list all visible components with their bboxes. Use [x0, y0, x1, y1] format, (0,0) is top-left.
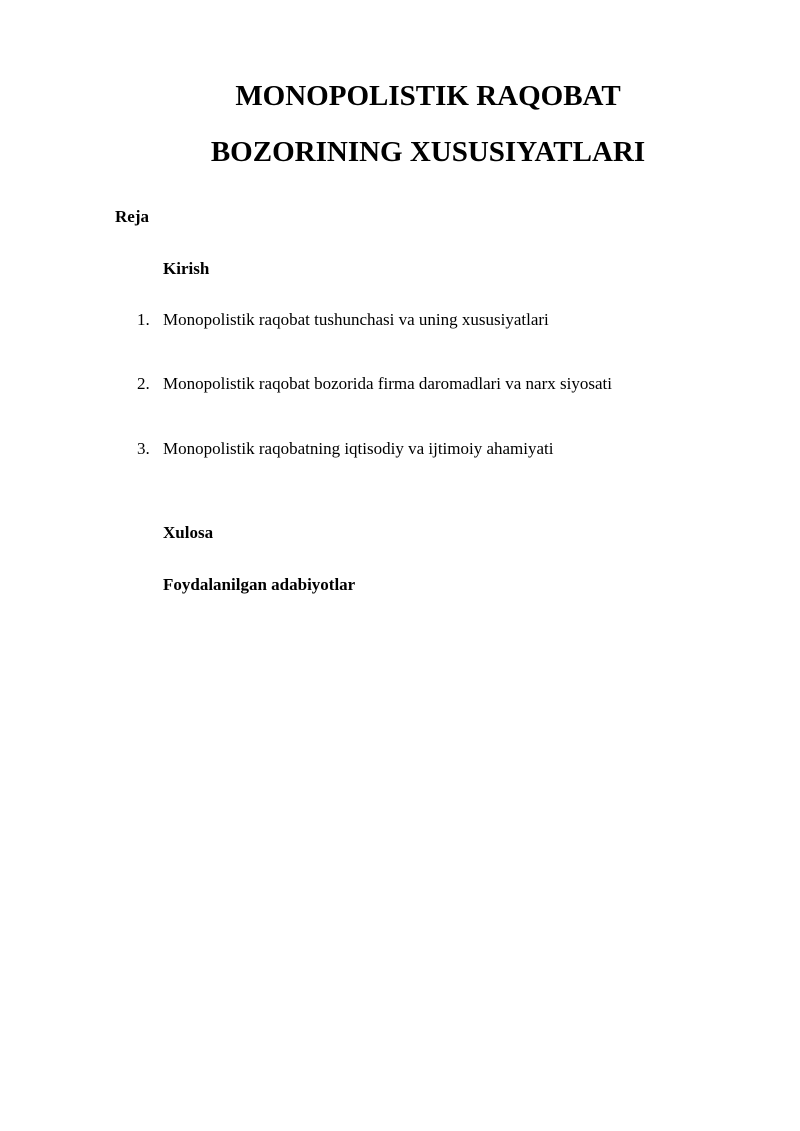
list-item-number: 1. [137, 310, 150, 329]
list-item-number: 3. [137, 439, 150, 458]
intro-heading: Kirish [163, 259, 210, 278]
plan-heading: Reja [115, 207, 149, 226]
list-item-text: Monopolistik raqobat tushunchasi va uning xususiyatlari [163, 310, 549, 329]
references-heading: Foydalanilgan adabiyotlar [163, 575, 356, 594]
plan-list-item [137, 439, 554, 459]
list-item-number: 2. [137, 374, 150, 393]
plan-list-item [137, 310, 549, 330]
document-title-line-2: BOZORINING XUSUSIYATLARI [210, 136, 646, 168]
plan-list-item [137, 374, 612, 394]
document-title-line-1: MONOPOLISTIK RAQOBAT [235, 80, 621, 112]
conclusion-heading: Xulosa [163, 523, 214, 542]
list-item-text: Monopolistik raqobatning iqtisodiy va ijtimoiy ahamiyati [163, 439, 554, 458]
list-item-text: Monopolistik raqobat bozorida firma daromadlari va narx siyosati [163, 374, 612, 393]
